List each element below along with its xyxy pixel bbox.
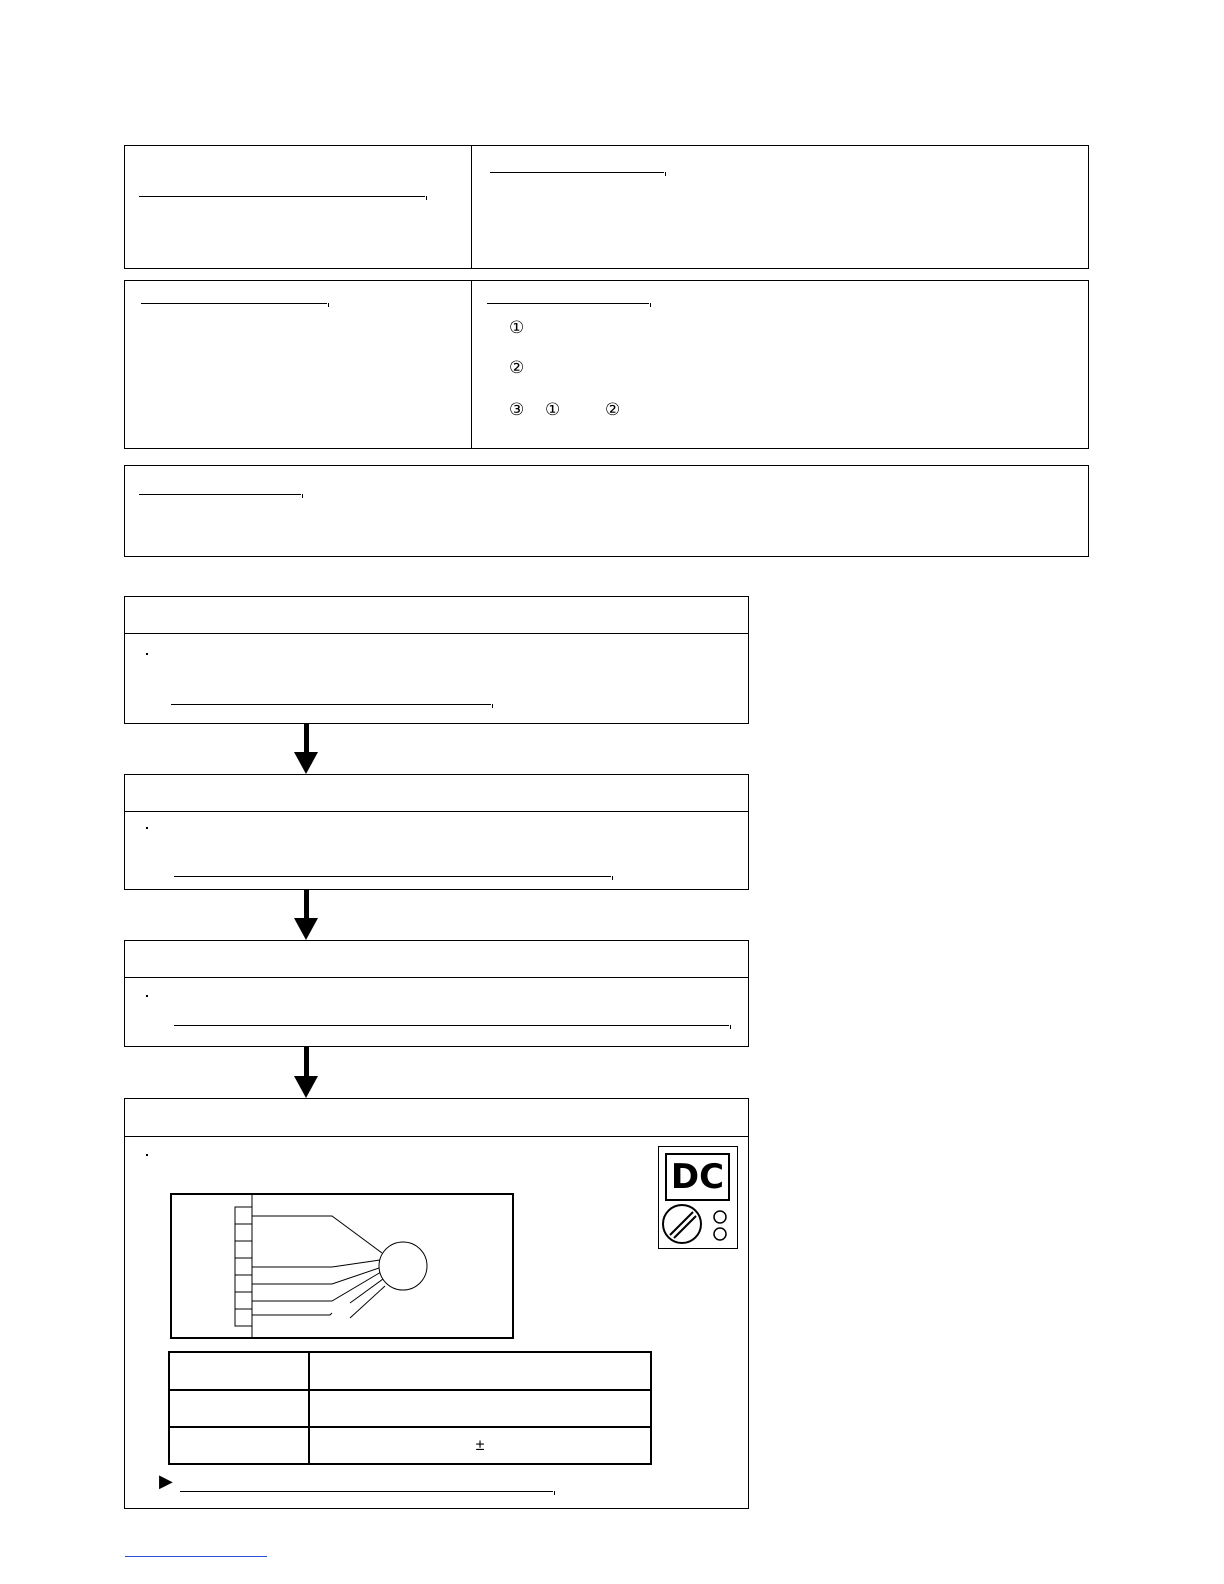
measurement-table — [168, 1351, 652, 1465]
table-row — [169, 1427, 651, 1464]
marker-circled-3: ③ — [509, 400, 525, 419]
step-3 — [124, 940, 749, 1047]
connector-diagram — [170, 1193, 514, 1339]
step-1-underline — [171, 704, 491, 705]
row1-right-underline — [490, 172, 664, 173]
marker-circled-1: ① — [509, 318, 525, 337]
step-3-underline — [174, 1025, 729, 1026]
table-row — [169, 1390, 651, 1427]
step-1-heading — [125, 597, 748, 634]
info-row-3 — [124, 465, 1089, 557]
info-row-2 — [124, 280, 1089, 449]
flow-arrow-1-shaft — [304, 724, 309, 754]
step-4-note-underline — [180, 1491, 553, 1492]
row3-underline — [139, 494, 301, 495]
marker-circled-1-ref: ① — [545, 400, 561, 419]
table-cell — [169, 1390, 309, 1427]
row2-left-underline — [141, 303, 327, 304]
table-header-cell — [309, 1352, 651, 1390]
step-4-heading — [125, 1099, 748, 1137]
wires — [252, 1216, 385, 1318]
step-2-underline — [174, 876, 611, 877]
row1-left-underline — [139, 196, 425, 197]
column-divider — [471, 281, 472, 448]
step-1-bullet — [146, 653, 148, 655]
connector-pins — [235, 1207, 252, 1326]
table-header-row — [169, 1352, 651, 1390]
meter-display — [665, 1153, 730, 1201]
footer-link[interactable] — [125, 1556, 267, 1557]
info-row-1 — [124, 145, 1089, 269]
step-2 — [124, 774, 749, 890]
note-marker-icon: ▶ — [159, 1471, 173, 1492]
step-1 — [124, 596, 749, 724]
step-3-bullet — [146, 995, 148, 997]
step-4 — [124, 1098, 749, 1509]
column-divider — [471, 146, 472, 268]
table-cell — [309, 1390, 651, 1427]
marker-circled-2-ref: ② — [605, 400, 621, 419]
motor-circle — [379, 1242, 427, 1290]
row2-right-underline — [487, 303, 649, 304]
motor-wiring-diagram — [172, 1195, 512, 1337]
flow-arrow-3 — [294, 1076, 318, 1098]
multimeter-icon — [658, 1146, 738, 1249]
step-4-bullet — [146, 1154, 148, 1156]
flow-arrow-3-shaft — [304, 1047, 309, 1077]
flow-arrow-1 — [294, 752, 318, 774]
step-2-bullet — [146, 827, 148, 829]
table-cell: ± — [309, 1427, 651, 1464]
step-3-heading — [125, 941, 748, 978]
meter-dial-icon — [659, 1199, 739, 1249]
table-header-cell — [169, 1352, 309, 1390]
table-cell — [169, 1427, 309, 1464]
marker-circled-2: ② — [509, 358, 525, 377]
step-2-heading — [125, 775, 748, 812]
flow-arrow-2 — [294, 918, 318, 940]
meter-label: DC — [670, 1157, 725, 1197]
flow-arrow-2-shaft — [304, 890, 309, 920]
